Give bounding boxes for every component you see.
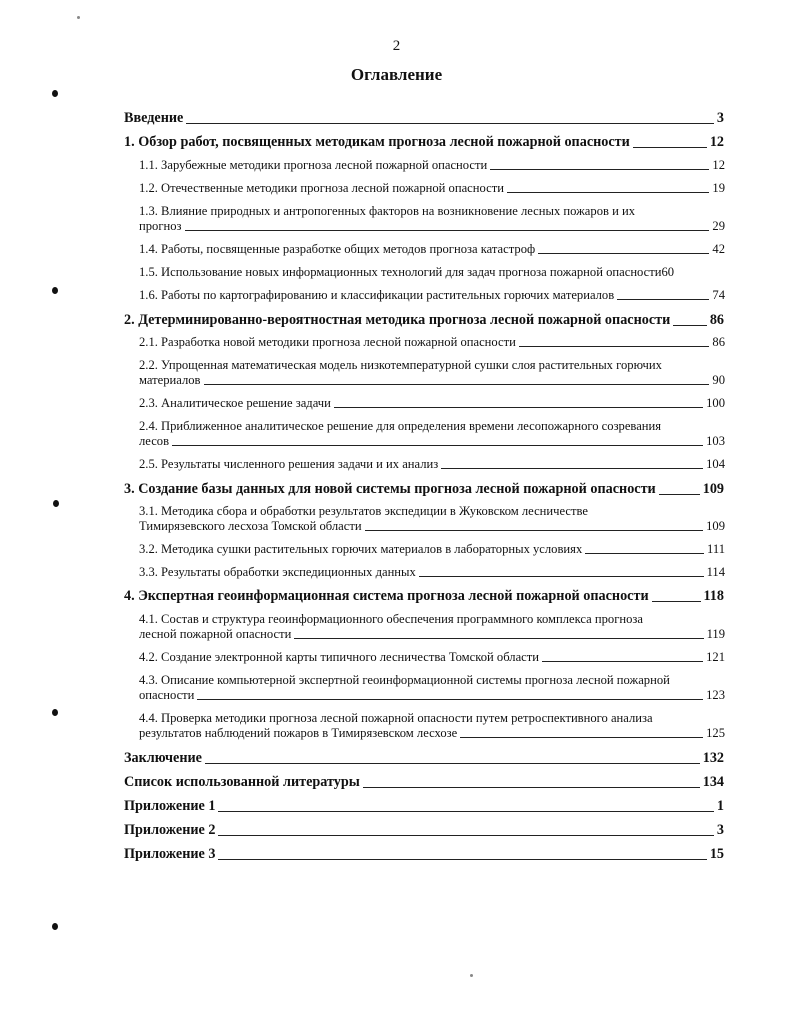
toc-entry-appendix-3[interactable] (124, 846, 724, 863)
toc-entry-label-continued: лесной пожарной опасности (139, 627, 292, 641)
leader-line (365, 530, 704, 531)
leader-line (218, 859, 706, 860)
toc-entry-3-2[interactable] (139, 542, 725, 557)
toc-entry-page: 1 (716, 798, 724, 814)
toc-entry-appendix-1[interactable] (124, 798, 724, 815)
toc-entry-4-4[interactable] (139, 711, 725, 741)
toc-entry-page: 104 (706, 457, 725, 471)
toc-entry-label: 4. Экспертная геоинформационная система прогноза лесной пожарной опасности (124, 588, 649, 604)
toc-entry-1-2[interactable] (139, 181, 725, 196)
toc-entry-2-1[interactable] (139, 335, 725, 350)
scan-speck (470, 974, 473, 977)
leader-line (490, 169, 709, 170)
toc-entry-label: 3. Создание базы данных для новой системы прогноза лесной пожарной опасности (124, 481, 656, 497)
toc-entry-4-3[interactable] (139, 673, 725, 703)
leader-line (172, 445, 703, 446)
toc-entry-label: 3.1. Методика сбора и обработки результатов экспедиции в Жуковском лесничестве (139, 504, 588, 518)
toc-entry-appendix-2[interactable] (124, 822, 724, 839)
leader-line (363, 787, 700, 788)
leader-line (205, 763, 700, 764)
toc-entry-label: Приложение 3 (124, 846, 216, 862)
toc-entry-chapter-2[interactable] (124, 312, 724, 329)
toc-entry-introduction[interactable] (124, 110, 724, 127)
leader-line (538, 253, 709, 254)
binder-hole-mark (52, 287, 58, 294)
leader-line (617, 299, 709, 300)
leader-line (218, 811, 713, 812)
toc-entry-conclusion[interactable] (124, 750, 724, 767)
toc-entry-1-3[interactable] (139, 204, 725, 234)
toc-entry-label: 2.4. Приближенное аналитическое решение для определения времени лесопожарного созревания (139, 419, 662, 433)
toc-entry-label-continued: результатов наблюдений пожаров в Тимирязевском лесхозе (139, 726, 458, 740)
toc-entry-page: 74 (712, 288, 725, 302)
toc-entry-label: 1.6. Работы по картографированию и классификации растительных горючих материалов (139, 288, 615, 302)
toc-entry-4-1[interactable] (139, 612, 725, 642)
toc-entry-label: 2. Детерминированно-вероятностная методика прогноза лесной пожарной опасности (124, 312, 671, 328)
toc-entry-page: 111 (707, 542, 725, 556)
leader-line (186, 123, 714, 124)
toc-entry-3-1[interactable] (139, 504, 725, 534)
toc-entry-page: 90 (712, 373, 725, 387)
leader-line (652, 601, 701, 602)
leader-line (673, 325, 707, 326)
leader-line (441, 468, 703, 469)
toc-entry-label: 4.1. Состав и структура геоинформационного обеспечения программного комплекса прогноза (139, 612, 643, 626)
leader-line (542, 661, 703, 662)
toc-entry-1-1[interactable] (139, 158, 725, 173)
toc-entry-label-continued: лесов (139, 434, 170, 448)
toc-entry-label-continued: прогноз (139, 219, 182, 233)
leader-line (185, 230, 710, 231)
toc-entry-page: 42 (712, 242, 725, 256)
toc-entry-2-5[interactable] (139, 457, 725, 472)
scan-speck (77, 16, 80, 19)
toc-entry-label: 2.5. Результаты численного решения задачи и их анализ (139, 457, 439, 471)
toc-entry-4-2[interactable] (139, 650, 725, 665)
binder-hole-mark (52, 709, 58, 716)
toc-entry-label: Приложение 2 (124, 822, 216, 838)
toc-entry-page: 100 (706, 396, 725, 410)
toc-entry-page: 86 (712, 335, 725, 349)
toc-entry-label: 1.4. Работы, посвященные разработке общих методов прогноза катастроф (139, 242, 536, 256)
toc-entry-label-continued: опасности (139, 688, 195, 702)
toc-entry-chapter-3[interactable] (124, 481, 724, 498)
toc-entry-1-4[interactable] (139, 242, 725, 257)
toc-entry-1-6[interactable] (139, 288, 725, 303)
leader-line (507, 192, 709, 193)
toc-entry-page: 3 (716, 110, 724, 126)
toc-entry-page: 15 (709, 846, 724, 862)
leader-line (197, 699, 703, 700)
toc-entry-page: 134 (702, 774, 724, 790)
toc-entry-chapter-4[interactable] (124, 588, 724, 605)
leader-line (633, 147, 707, 148)
leader-line (294, 638, 703, 639)
toc-entry-page: 118 (703, 588, 724, 604)
toc-entry-2-4[interactable] (139, 419, 725, 449)
toc-entry-page: 86 (709, 312, 724, 328)
toc-entry-label: 2.2. Упрощенная математическая модель низкотемпературной сушки слоя растительных горючих (139, 358, 662, 372)
toc-entry-label: 1.3. Влияние природных и антропогенных факторов на возникновение лесных пожаров и их (139, 204, 636, 218)
binder-hole-mark (52, 923, 58, 930)
leader-line (460, 737, 703, 738)
leader-line (585, 553, 704, 554)
leader-line (419, 576, 704, 577)
toc-entry-page: 103 (706, 434, 725, 448)
toc-entry-label: 4.4. Проверка методики прогноза лесной пожарной опасности путем ретроспективного анализа (139, 711, 653, 725)
leader-line (334, 407, 703, 408)
leader-line (659, 494, 700, 495)
toc-entry-chapter-1[interactable] (124, 134, 724, 151)
toc-entry-label: 3.3. Результаты обработки экспедиционных данных (139, 565, 416, 579)
toc-entry-page: 19 (712, 181, 725, 195)
toc-entry-label: Приложение 1 (124, 798, 216, 814)
toc-entry-label-continued: материалов (139, 373, 201, 387)
toc-entry-page: 12 (709, 134, 724, 150)
toc-entry-label-continued: Тимирязевского лесхоза Томской области (139, 519, 362, 533)
page-number: 2 (392, 38, 401, 54)
toc-entry-label: 2.3. Аналитическое решение задачи (139, 396, 331, 410)
toc-entry-label: Заключение (124, 750, 202, 766)
leader-line (204, 384, 710, 385)
toc-entry-label: 4.2. Создание электронной карты типичного лесничества Томской области (139, 650, 539, 664)
toc-entry-page: 29 (712, 219, 725, 233)
toc-entry-label: Введение (124, 110, 184, 126)
toc-entry-page: 12 (712, 158, 725, 172)
toc-entry-label: 4.3. Описание компьютерной экспертной геоинформационной системы прогноза лесной пожарной (139, 673, 670, 687)
toc-entry-label: 3.2. Методика сушки растительных горючих материалов в лабораторных условиях (139, 542, 583, 556)
toc-entry-2-2[interactable] (139, 358, 725, 388)
toc-entry-label: Список использованной литературы (124, 774, 360, 790)
toc-entry-label: 2.1. Разработка новой методики прогноза лесной пожарной опасности (139, 335, 516, 349)
toc-entry-page: 109 (702, 481, 724, 497)
toc-entry-3-3[interactable] (139, 565, 725, 580)
toc-entry-page: 109 (706, 519, 725, 533)
toc-entry-page: 123 (706, 688, 725, 702)
toc-entry-page: 119 (706, 627, 725, 641)
toc-entry-page: 60 (661, 265, 675, 279)
toc-entry-page: 132 (702, 750, 724, 766)
leader-line (218, 835, 713, 836)
toc-entry-1-5[interactable] (139, 265, 725, 280)
page-title: Оглавление (350, 65, 443, 84)
binder-hole-mark (52, 90, 58, 97)
toc-entry-2-3[interactable] (139, 396, 725, 411)
leader-line (519, 346, 710, 347)
toc-entry-page: 121 (706, 650, 725, 664)
binder-hole-mark (53, 500, 59, 507)
toc-entry-label: 1.1. Зарубежные методики прогноза лесной пожарной опасности (139, 158, 488, 172)
toc-entry-label: 1.2. Отечественные методики прогноза лесной пожарной опасности (139, 181, 504, 195)
toc-entry-label: 1. Обзор работ, посвященных методикам прогноза лесной пожарной опасности (124, 134, 630, 150)
toc-entry-page: 125 (706, 726, 725, 740)
toc-entry-page: 3 (716, 822, 724, 838)
toc-entry-page: 114 (706, 565, 725, 579)
toc-entry-label: 1.5. Использование новых информационных технологий для задач прогноза пожарной опасности (139, 265, 662, 279)
toc-entry-references[interactable] (124, 774, 724, 791)
